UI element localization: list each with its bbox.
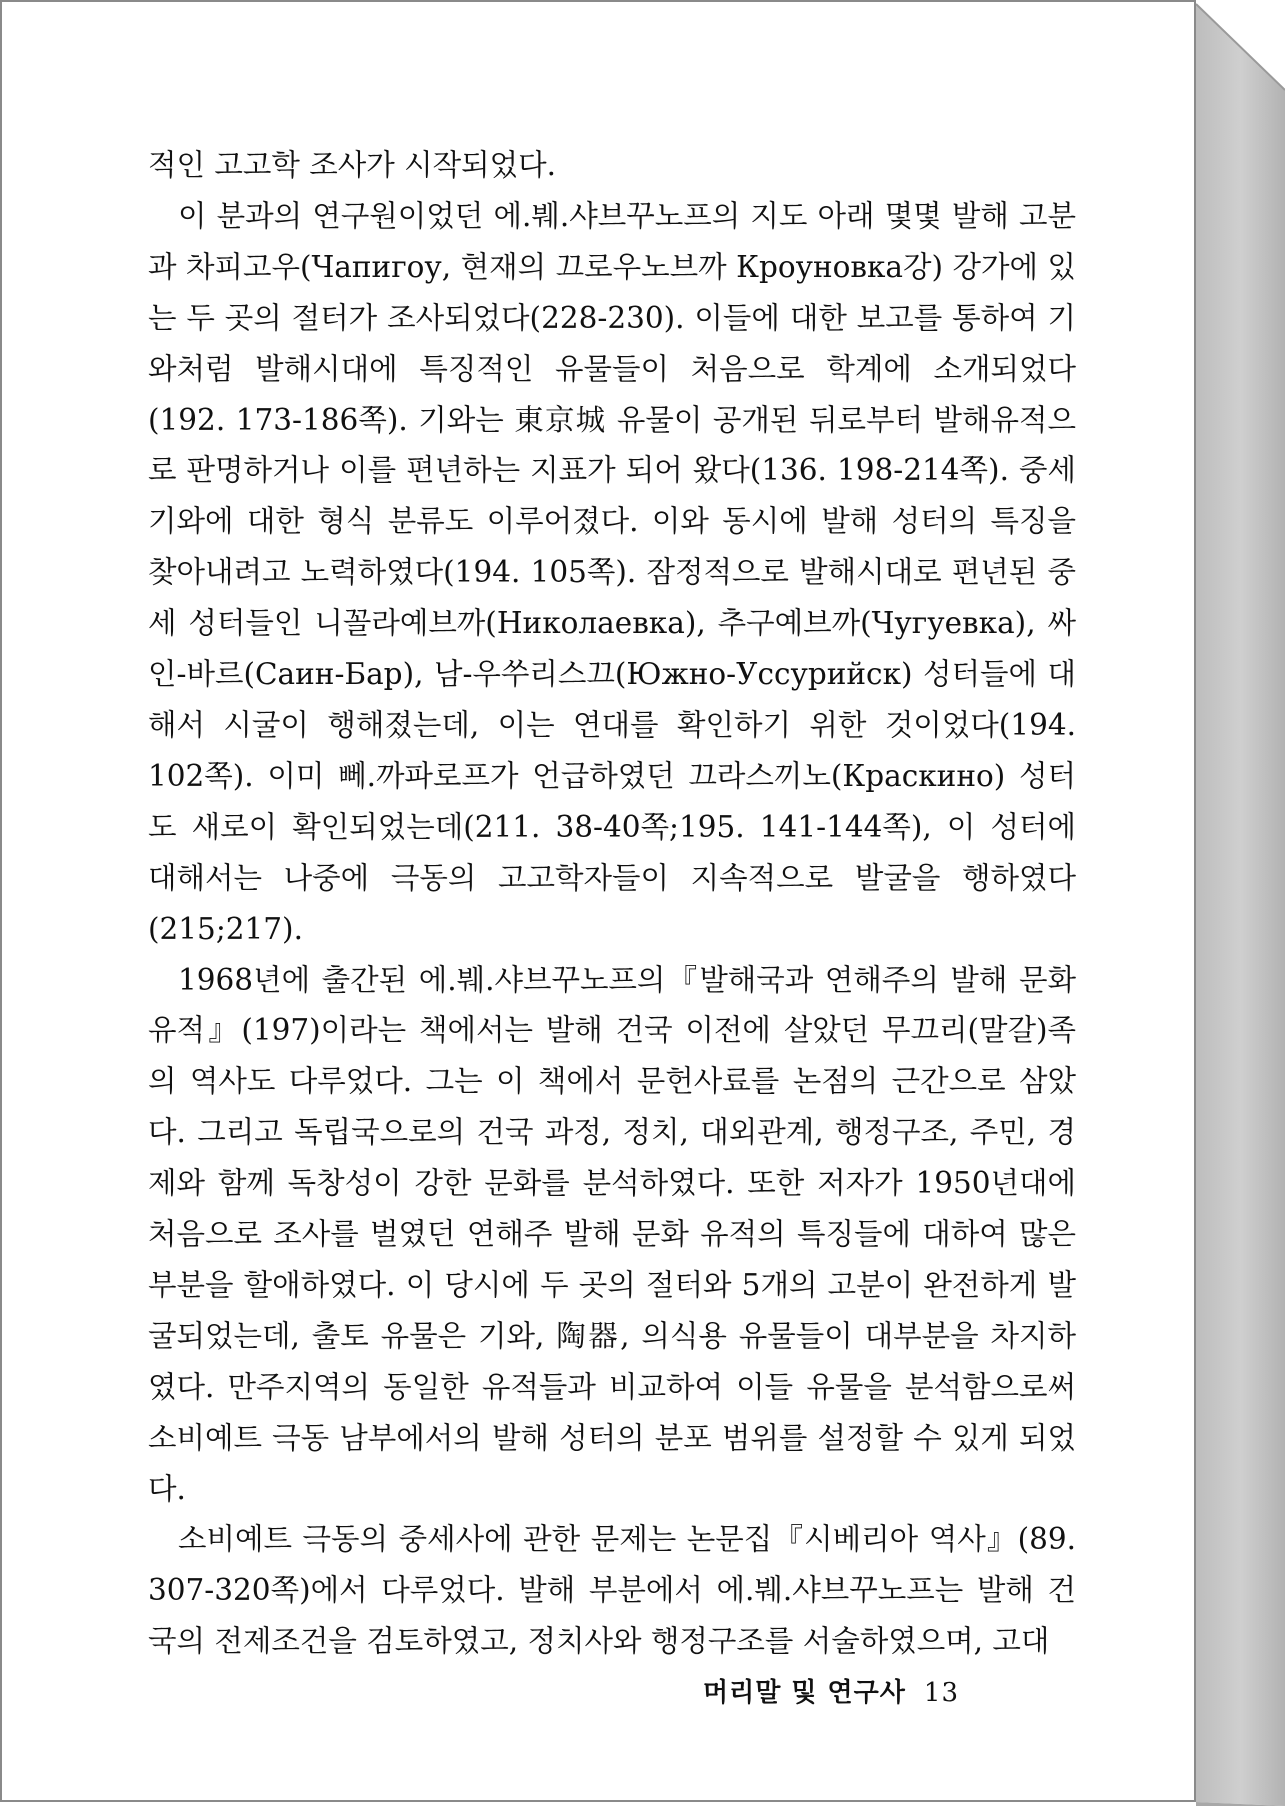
paragraph: 이 분과의 연구원이었던 에.붸.샤브꾸노프의 지도 아래 몇몇 발해 고분과 차피고우(Чапигоу, 현재의 끄로우노브까 Кроуновка강) 강가에 있는 두 곳의 절터가 조사되었다(228-230). 이들에 대한 보고를 통하여 기와처럼 발해시대에 특징적인 유물들이 처음으로 학계에 소개되었다(192. 173-186쪽). 기와는 東京城 유물이 공개된 뒤로부터 발해유적으로 판명하거나 이를 편년하는 지표가 되어 왔다(136. 198-214쪽). 중세 기와에 대한 형식 분류도 이루어졌다. 이와 동시에 발해 성터의 특징을 찾아내려고 노력하였다(194. 105쪽). 잠정적으로 발해시대로 편년된 중세 성터들인 니꼴라예브까(Николаевка), 추구예브까(Чугуевка), 싸인-바르(Саин-Бар), 남-우쑤리스끄(Южно-Уссурийск) 성터들에 대해서 시굴이 행해졌는데, 이는 연대를 확인하기 위한 것이었다(194. 102쪽). 이미 뻬.까파로프가 언급하였던 끄라스끼노(Краскино) 성터도 새로이 확인되었는데(211. 38-40쪽;195. 141-144쪽), 이 성터에 대해서는 나중에 극동의 고고학자들이 지속적으로 발굴을 행하였다(215;217). [148, 198, 1076, 946]
running-title: 머리말 및 연구사 [702, 1678, 906, 1708]
paragraph: 1968년에 출간된 에.붸.샤브꾸노프의『발해국과 연해주의 발해 문화유적』(197)이라는 책에서는 발해 건국 이전에 살았던 무끄리(말갈)족의 역사도 다루었다. 그는 이 책에서 문헌사료를 논점의 근간으로 삼았다. 그리고 독립국으로의 건국 과정, 정치, 대외관계, 행정구조, 주민, 경제와 함께 독창성이 강한 문화를 분석하였다. 또한 저자가 1950년대에 처음으로 조사를 벌였던 연해주 발해 문화 유적의 특징들에 대하여 많은 부분을 할애하였다. 이 당시에 두 곳의 절터와 5개의 고분이 완전하게 발굴되었는데, 출토 유물은 기와, 陶器, 의식용 유물들이 대부분을 차지하였다. 만주지역의 동일한 유적들과 비교하여 이들 유물을 분석함으로써 소비예트 극동 남부에서의 발해 성터의 분포 범위를 설정할 수 있게 되었다. [148, 962, 1076, 1506]
paragraph: 소비예트 극동의 중세사에 관한 문제는 논문집『시베리아 역사』(89. 307-320쪽)에서 다루었다. 발해 부분에서 에.붸.샤브꾸노프는 발해 건국의 전제조건을 검토하였고, 정치사와 행정구조를 서술하였으며, 고대 [148, 1522, 1076, 1659]
page-number: 13 [923, 1678, 959, 1708]
page-edge-shape [1196, 0, 1285, 1806]
paragraph-continued: 적인 고고학 조사가 시작되었다. [148, 148, 556, 182]
page-footer [703, 1672, 959, 1709]
body-text [148, 140, 1076, 1667]
page-stack-edge [1196, 0, 1285, 1806]
